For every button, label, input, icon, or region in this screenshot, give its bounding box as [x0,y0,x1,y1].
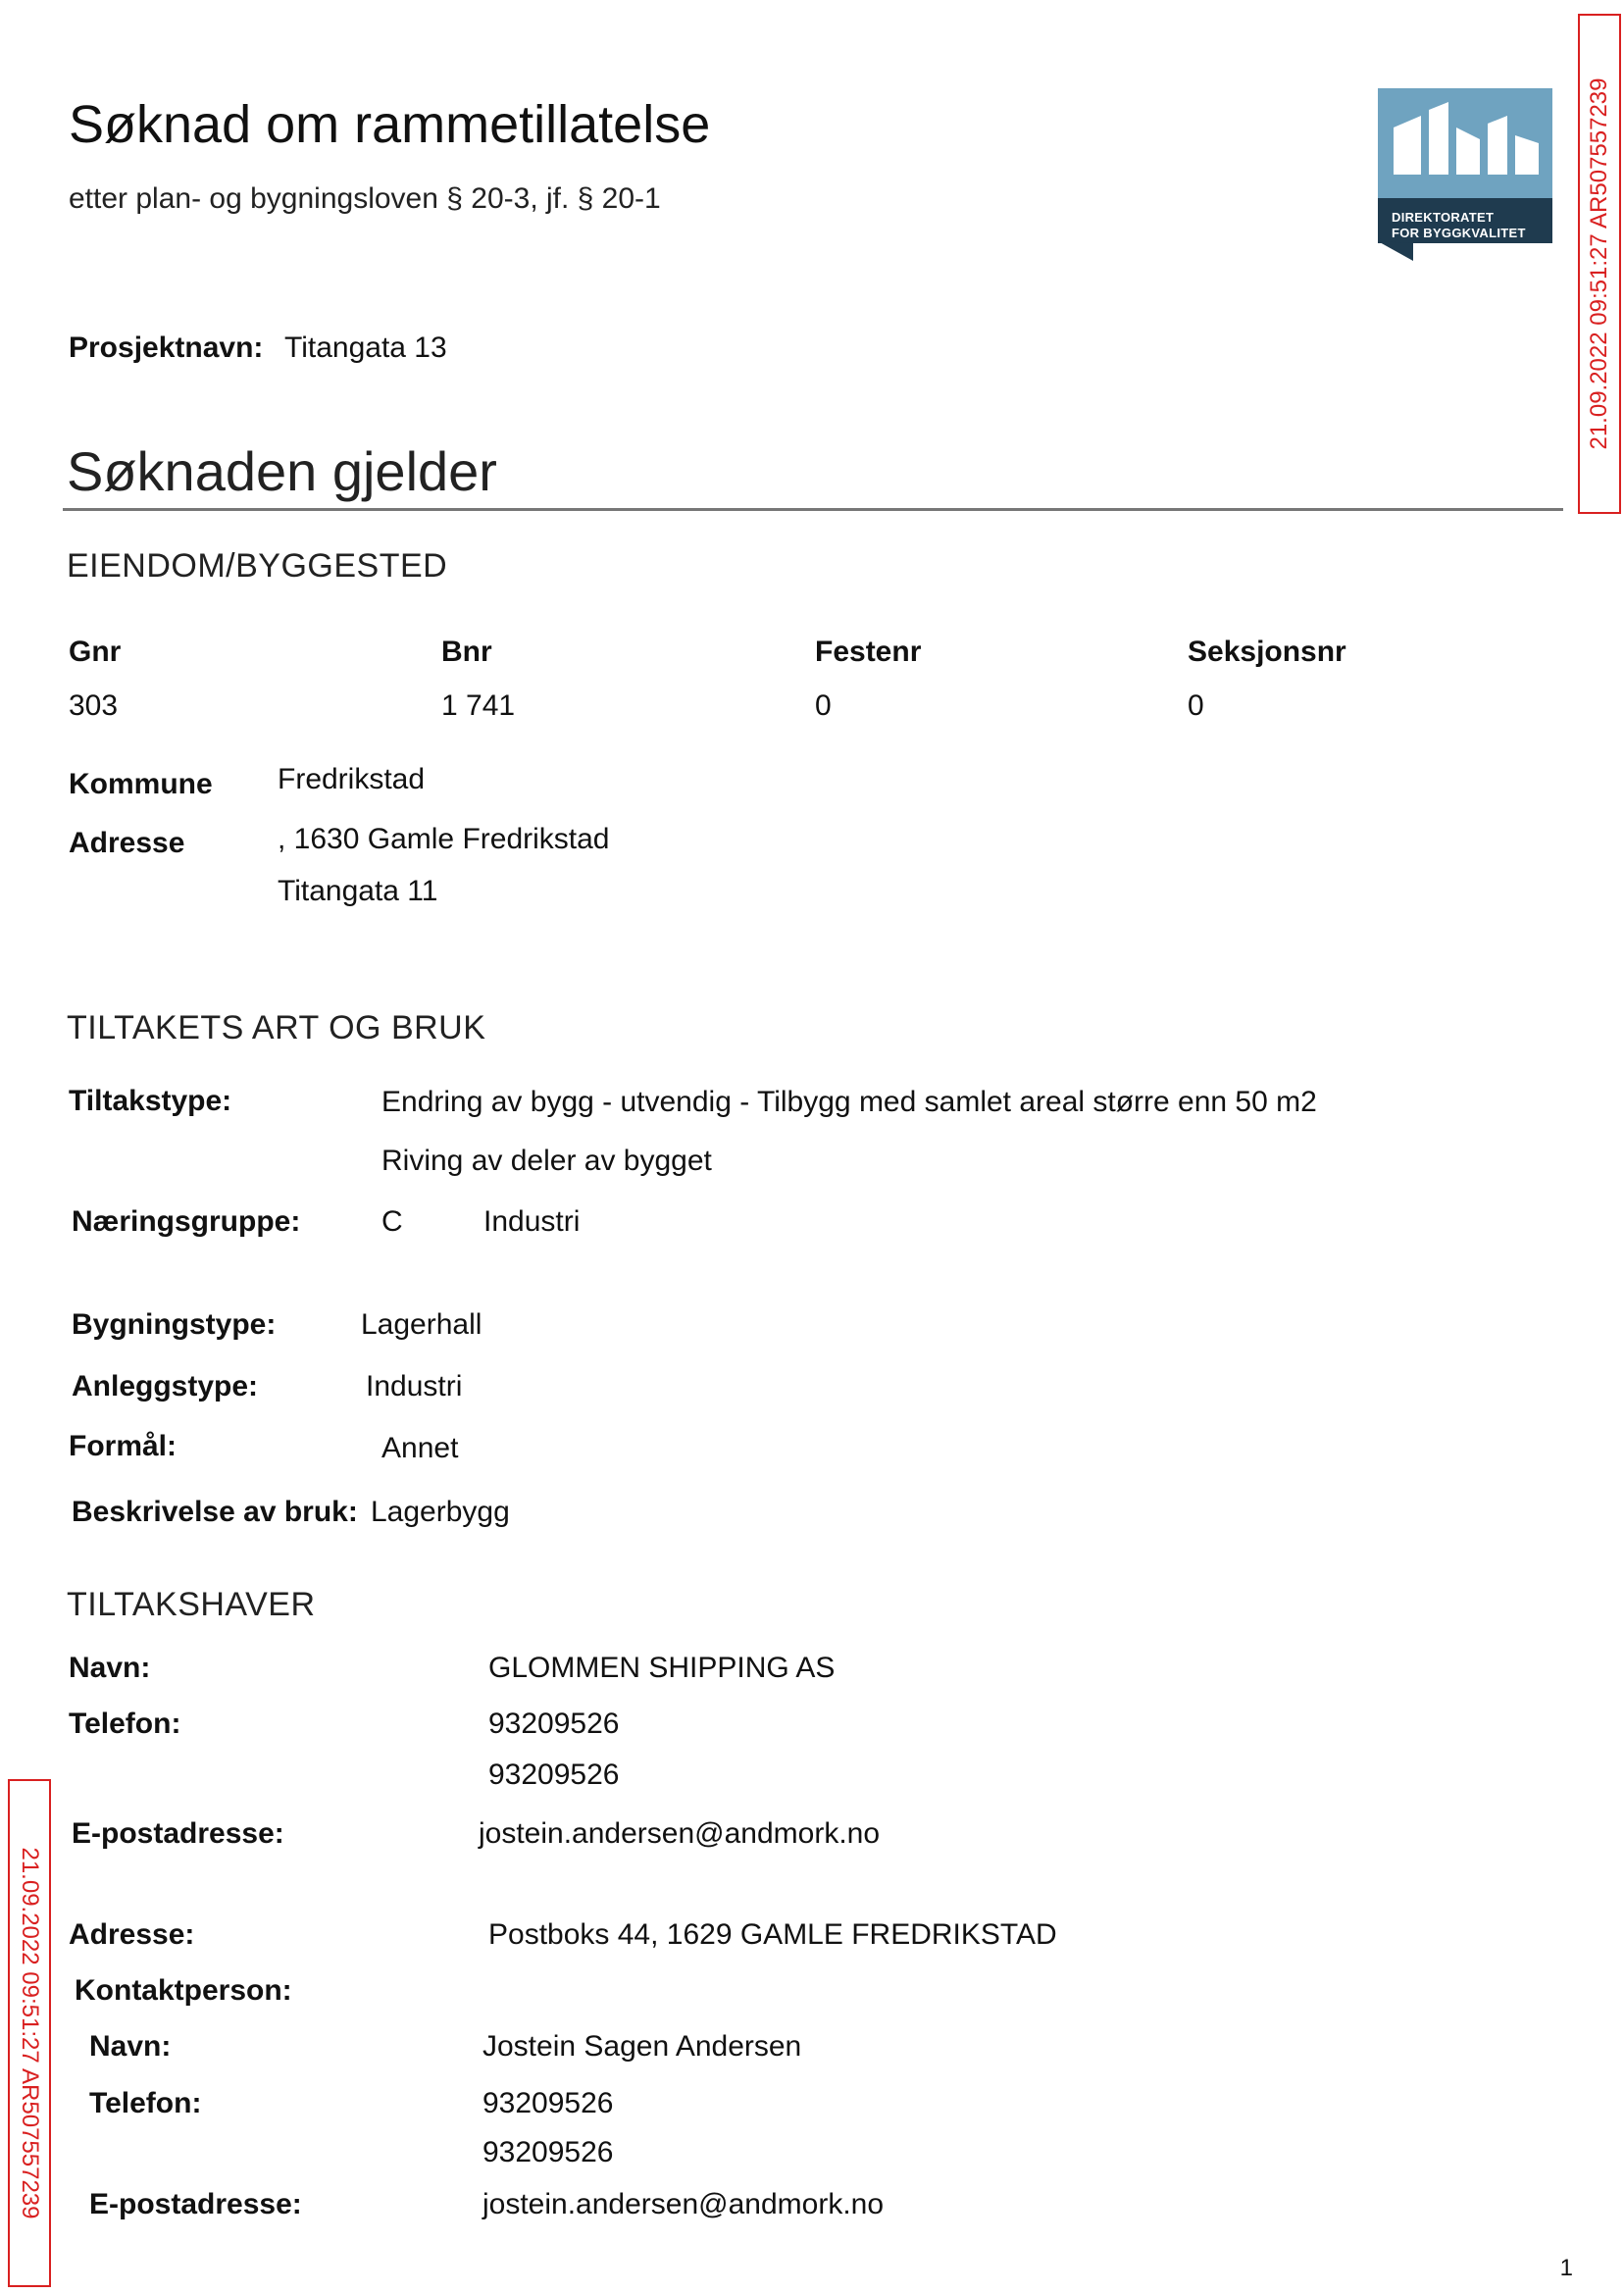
tiltakstype-value-2: Riving av deler av bygget [381,1145,712,1177]
bnr-value: 1 741 [441,689,516,722]
bygningstype-label: Bygningstype: [72,1308,277,1341]
gnr-label: Gnr [69,636,122,668]
tiltakshaver-heading: TILTAKSHAVER [67,1586,316,1623]
epost-value: jostein.andersen@andmork.no [479,1817,881,1850]
bnr-label: Bnr [441,636,492,668]
receipt-stamp-text: 21.09.2022 09:51:27 AR507557239 [1586,77,1612,450]
kontakt-telefon-value-2: 93209526 [482,2136,614,2168]
kontakt-epost-label: E-postadresse: [89,2188,302,2220]
document-subtitle: etter plan- og bygningsloven § 20-3, jf. § 20-1 [69,182,661,215]
gnr-value: 303 [69,689,119,722]
tiltak-heading: TILTAKETS ART OG BRUK [67,1009,486,1046]
navn-value: GLOMMEN SHIPPING AS [488,1652,836,1684]
kontakt-navn-value: Jostein Sagen Andersen [482,2030,802,2063]
telefon-label: Telefon: [69,1708,181,1740]
tiltakstype-label: Tiltakstype: [69,1085,232,1117]
naeringsgruppe-label: Næringsgruppe: [72,1205,301,1238]
naeringsgruppe-code: C [381,1205,403,1238]
festenr-label: Festenr [815,636,922,668]
logo-text-line1: DIREKTORATET [1392,210,1495,225]
bygningstype-value: Lagerhall [361,1308,482,1341]
tiltakstype-value-1: Endring av bygg - utvendig - Tilbygg med samlet areal større enn 50 m2 [381,1086,1317,1118]
receipt-stamp-text: 21.09.2022 09:51:27 AR507557239 [17,1847,43,2219]
formal-value: Annet [381,1432,459,1464]
kommune-value: Fredrikstad [278,763,426,795]
project-name-value: Titangata 13 [284,331,447,364]
adresse-line2: Titangata 11 [278,875,438,907]
tiltakshaver-adresse-value: Postboks 44, 1629 GAMLE FREDRIKSTAD [488,1918,1057,1951]
beskrivelse-bruk-label: Beskrivelse av bruk: [72,1496,358,1528]
seksjonsnr-value: 0 [1188,689,1204,722]
section-title: Søknaden gjelder [67,440,497,502]
dibk-logo [1378,88,1552,275]
telefon-value-1: 93209526 [488,1708,620,1740]
logo-text-line2: FOR BYGGKVALITET [1392,226,1526,240]
formal-label: Formål: [69,1430,178,1462]
document-title: Søknad om rammetillatelse [69,95,711,154]
kommune-label: Kommune [69,768,213,800]
kontakt-epost-value: jostein.andersen@andmork.no [482,2188,885,2220]
page-number: 1 [1559,2255,1573,2281]
adresse-label: Adresse [69,827,185,859]
receipt-stamp-top [1578,14,1621,514]
seksjonsnr-label: Seksjonsnr [1188,636,1346,668]
kontakt-navn-label: Navn: [89,2030,172,2063]
epost-label: E-postadresse: [72,1817,284,1850]
anleggstype-label: Anleggstype: [72,1370,259,1402]
telefon-value-2: 93209526 [488,1759,620,1791]
beskrivelse-bruk-value: Lagerbygg [371,1496,510,1528]
festenr-value: 0 [815,689,832,722]
eiendom-heading: EIENDOM/BYGGESTED [67,547,448,585]
adresse-line1: , 1630 Gamle Fredrikstad [278,823,610,855]
kontakt-telefon-value-1: 93209526 [482,2087,614,2119]
kontaktperson-label: Kontaktperson: [75,1974,292,2007]
navn-label: Navn: [69,1652,151,1684]
section-divider [63,508,1563,511]
kontakt-telefon-label: Telefon: [89,2087,202,2119]
dibk-logo-mark [1378,88,1552,275]
receipt-stamp-bottom [8,1779,51,2287]
tiltakshaver-adresse-label: Adresse: [69,1918,195,1951]
naeringsgruppe-value: Industri [483,1205,581,1238]
project-name-label: Prosjektnavn: [69,331,264,364]
anleggstype-value: Industri [366,1370,463,1402]
